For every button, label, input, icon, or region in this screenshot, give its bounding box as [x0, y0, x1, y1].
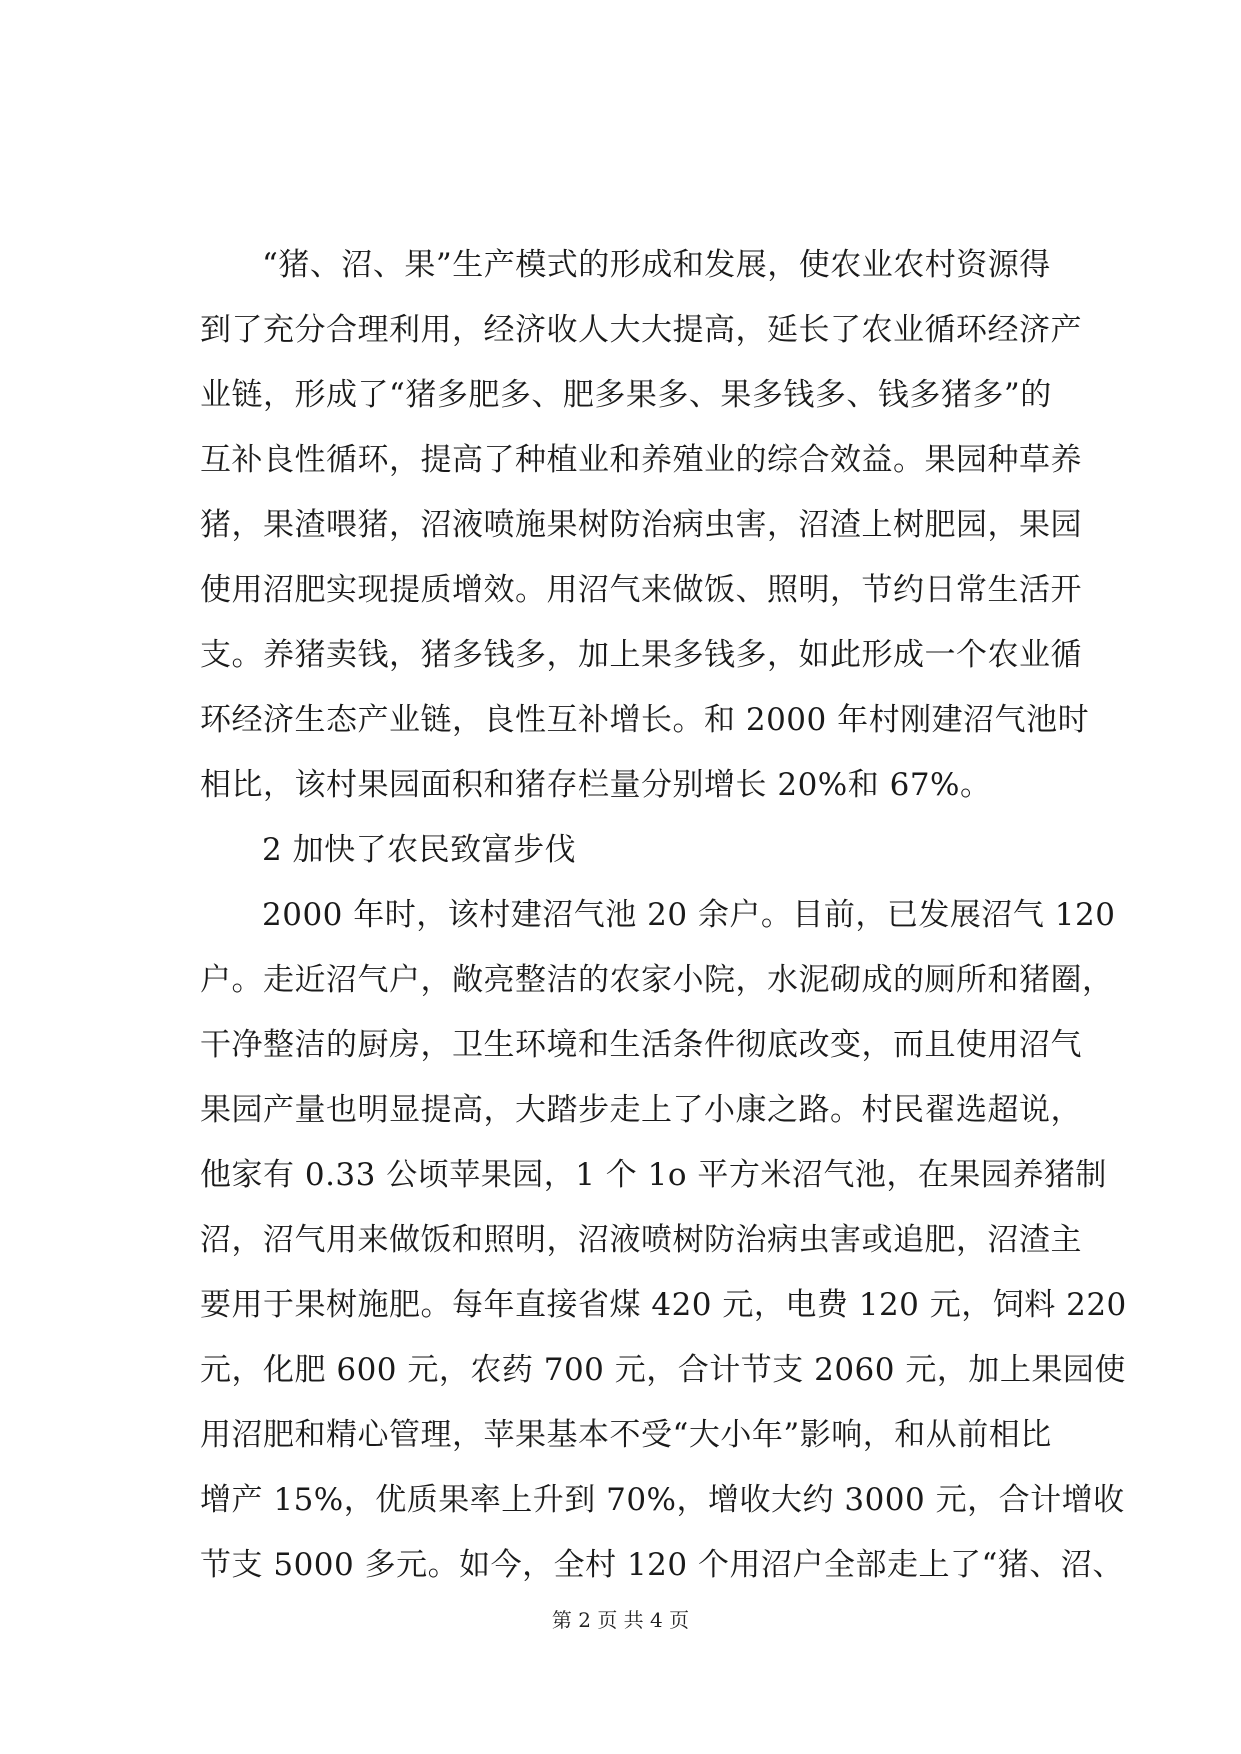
text-line: 他家有 0.33 公顷苹果园，1 个 1o 平方米沼气池，在果园养猪制	[200, 1157, 1107, 1193]
text-line: 使用沼肥实现提质增效。用沼气来做饭、照明，节约日常生活开	[200, 572, 1082, 608]
text-line: 业链，形成了“猪多肥多、肥多果多、果多钱多、钱多猪多”的	[200, 377, 1052, 413]
text-line: 要用于果树施肥。每年直接省煤 420 元，电费 120 元，饲料 220	[200, 1287, 1127, 1323]
page-number-footer: 第 2 页 共 4 页	[551, 1608, 690, 1632]
section-heading	[200, 818, 1098, 883]
text-line: 元，化肥 600 元，农药 700 元，合计节支 2060 元，加上果园使	[200, 1352, 1126, 1388]
document-body	[200, 233, 1127, 1598]
text-line: 沼，沼气用来做饭和照明，沼液喷树防治病虫害或追肥，沼渣主	[200, 1222, 1082, 1258]
heading-line: 2 加快了农民致富步伐	[262, 832, 577, 868]
text-line: 猪，果渣喂猪，沼液喷施果树防治病虫害，沼渣上树肥园，果园	[200, 507, 1082, 543]
text-line: 2000 年时，该村建沼气池 20 余户。目前，已发展沼气 120	[262, 897, 1116, 933]
text-line: 增产 15%，优质果率上升到 70%，增收大约 3000 元，合计增收	[200, 1482, 1125, 1518]
paragraph-cycle-benefits	[200, 233, 1098, 818]
text-line: 相比，该村果园面积和猪存栏量分别增长 20%和 67%。	[200, 767, 992, 803]
text-line: 干净整洁的厨房，卫生环境和生活条件彻底改变，而且使用沼气	[200, 1027, 1082, 1063]
text-line: 支。养猪卖钱，猪多钱多，加上果多钱多，如此形成一个农业循	[200, 637, 1082, 673]
text-line: 果园产量也明显提高，大踏步走上了小康之路。村民翟选超说，	[200, 1092, 1082, 1128]
text-line: 用沼肥和精心管理，苹果基本不受“大小年”影响，和从前相比	[200, 1417, 1052, 1453]
paragraph-farmer-income	[200, 883, 1127, 1598]
text-line: 互补良性循环，提高了种植业和养殖业的综合效益。果园种草养	[200, 442, 1082, 478]
text-line: “猪、沼、果”生产模式的形成和发展，使农业农村资源得	[262, 247, 1051, 283]
text-line: 环经济生态产业链，良性互补增长。和 2000 年村刚建沼气池时	[200, 702, 1090, 738]
text-line: 到了充分合理利用，经济收人大大提高，延长了农业循环经济产	[200, 312, 1082, 348]
text-line: 户。走近沼气户，敞亮整洁的农家小院，水泥砌成的厕所和猪圈，	[200, 962, 1114, 998]
text-line: 节支 5000 多元。如今，全村 120 个用沼户全部走上了“猪、沼、	[200, 1547, 1124, 1583]
